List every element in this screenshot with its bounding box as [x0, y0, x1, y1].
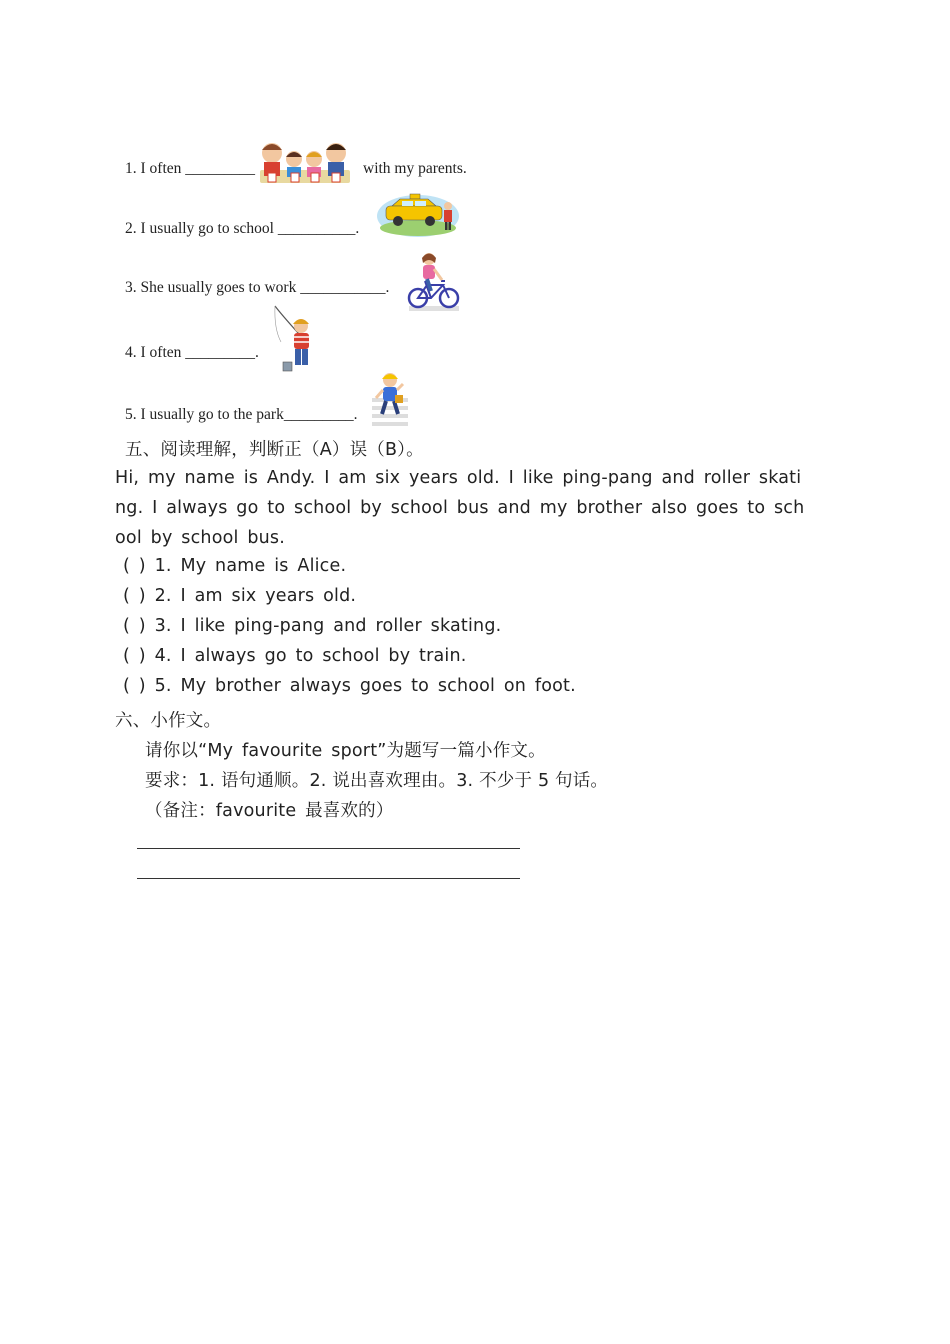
- writing-line[interactable]: [137, 848, 520, 849]
- section5-heading: 五、阅读理解，判断正（A）误（B）。: [125, 440, 424, 460]
- boy-fishing-picture: [271, 304, 315, 374]
- composition-requirements: 要求：1. 语句通顺。2. 说出喜欢理由。3. 不少于 5 句话。: [145, 771, 609, 791]
- taxi-picture: [376, 188, 460, 238]
- fishing-line: [275, 306, 281, 342]
- bicycle: [409, 281, 458, 307]
- parent-left-figure: [262, 143, 282, 176]
- composition-note: （备注：favourite 最喜欢的）: [145, 801, 394, 821]
- grass: [380, 220, 456, 236]
- question-1: ( ) 1. My name is Alice.: [123, 556, 347, 576]
- question-2: ( ) 2. I am six years old.: [123, 586, 357, 606]
- section6-heading: 六、小作文。: [115, 711, 222, 731]
- girl-riding-bike-picture: [405, 251, 463, 313]
- bucket: [283, 362, 292, 371]
- question-4: ( ) 4. I always go to school by train.: [123, 646, 467, 666]
- question-5: ( ) 5. My brother always goes to school on foot.: [123, 676, 576, 696]
- item-3-text: 3. She usually goes to work ___________.: [125, 279, 390, 296]
- family-popcorn-picture: [258, 140, 353, 185]
- passage-line: Hi, my name is Andy. I am six years old. I like ping-pang and roller skati: [115, 468, 802, 488]
- question-3: ( ) 3. I like ping-pang and roller skating.: [123, 616, 502, 636]
- writing-line[interactable]: [137, 878, 520, 879]
- composition-instruction: 请你以“My favourite sport”为题写一篇小作文。: [145, 741, 546, 761]
- item-1-text: 1. I often _________: [125, 160, 256, 177]
- item-2-text: 2. I usually go to school __________.: [125, 220, 360, 237]
- parent-right-figure: [326, 143, 346, 176]
- passage-line: ng. I always go to school by school bus and my brother also goes to sch: [115, 498, 805, 518]
- boy-crosswalk-picture: [368, 370, 412, 428]
- passage-line: ool by school bus.: [115, 528, 286, 548]
- item-5-text: 5. I usually go to the park_________.: [125, 406, 358, 423]
- item-4-text: 4. I often _________.: [125, 344, 259, 361]
- item-1-after: with my parents.: [363, 160, 467, 177]
- reading-passage: [115, 463, 840, 553]
- fishing-boy: [293, 319, 309, 365]
